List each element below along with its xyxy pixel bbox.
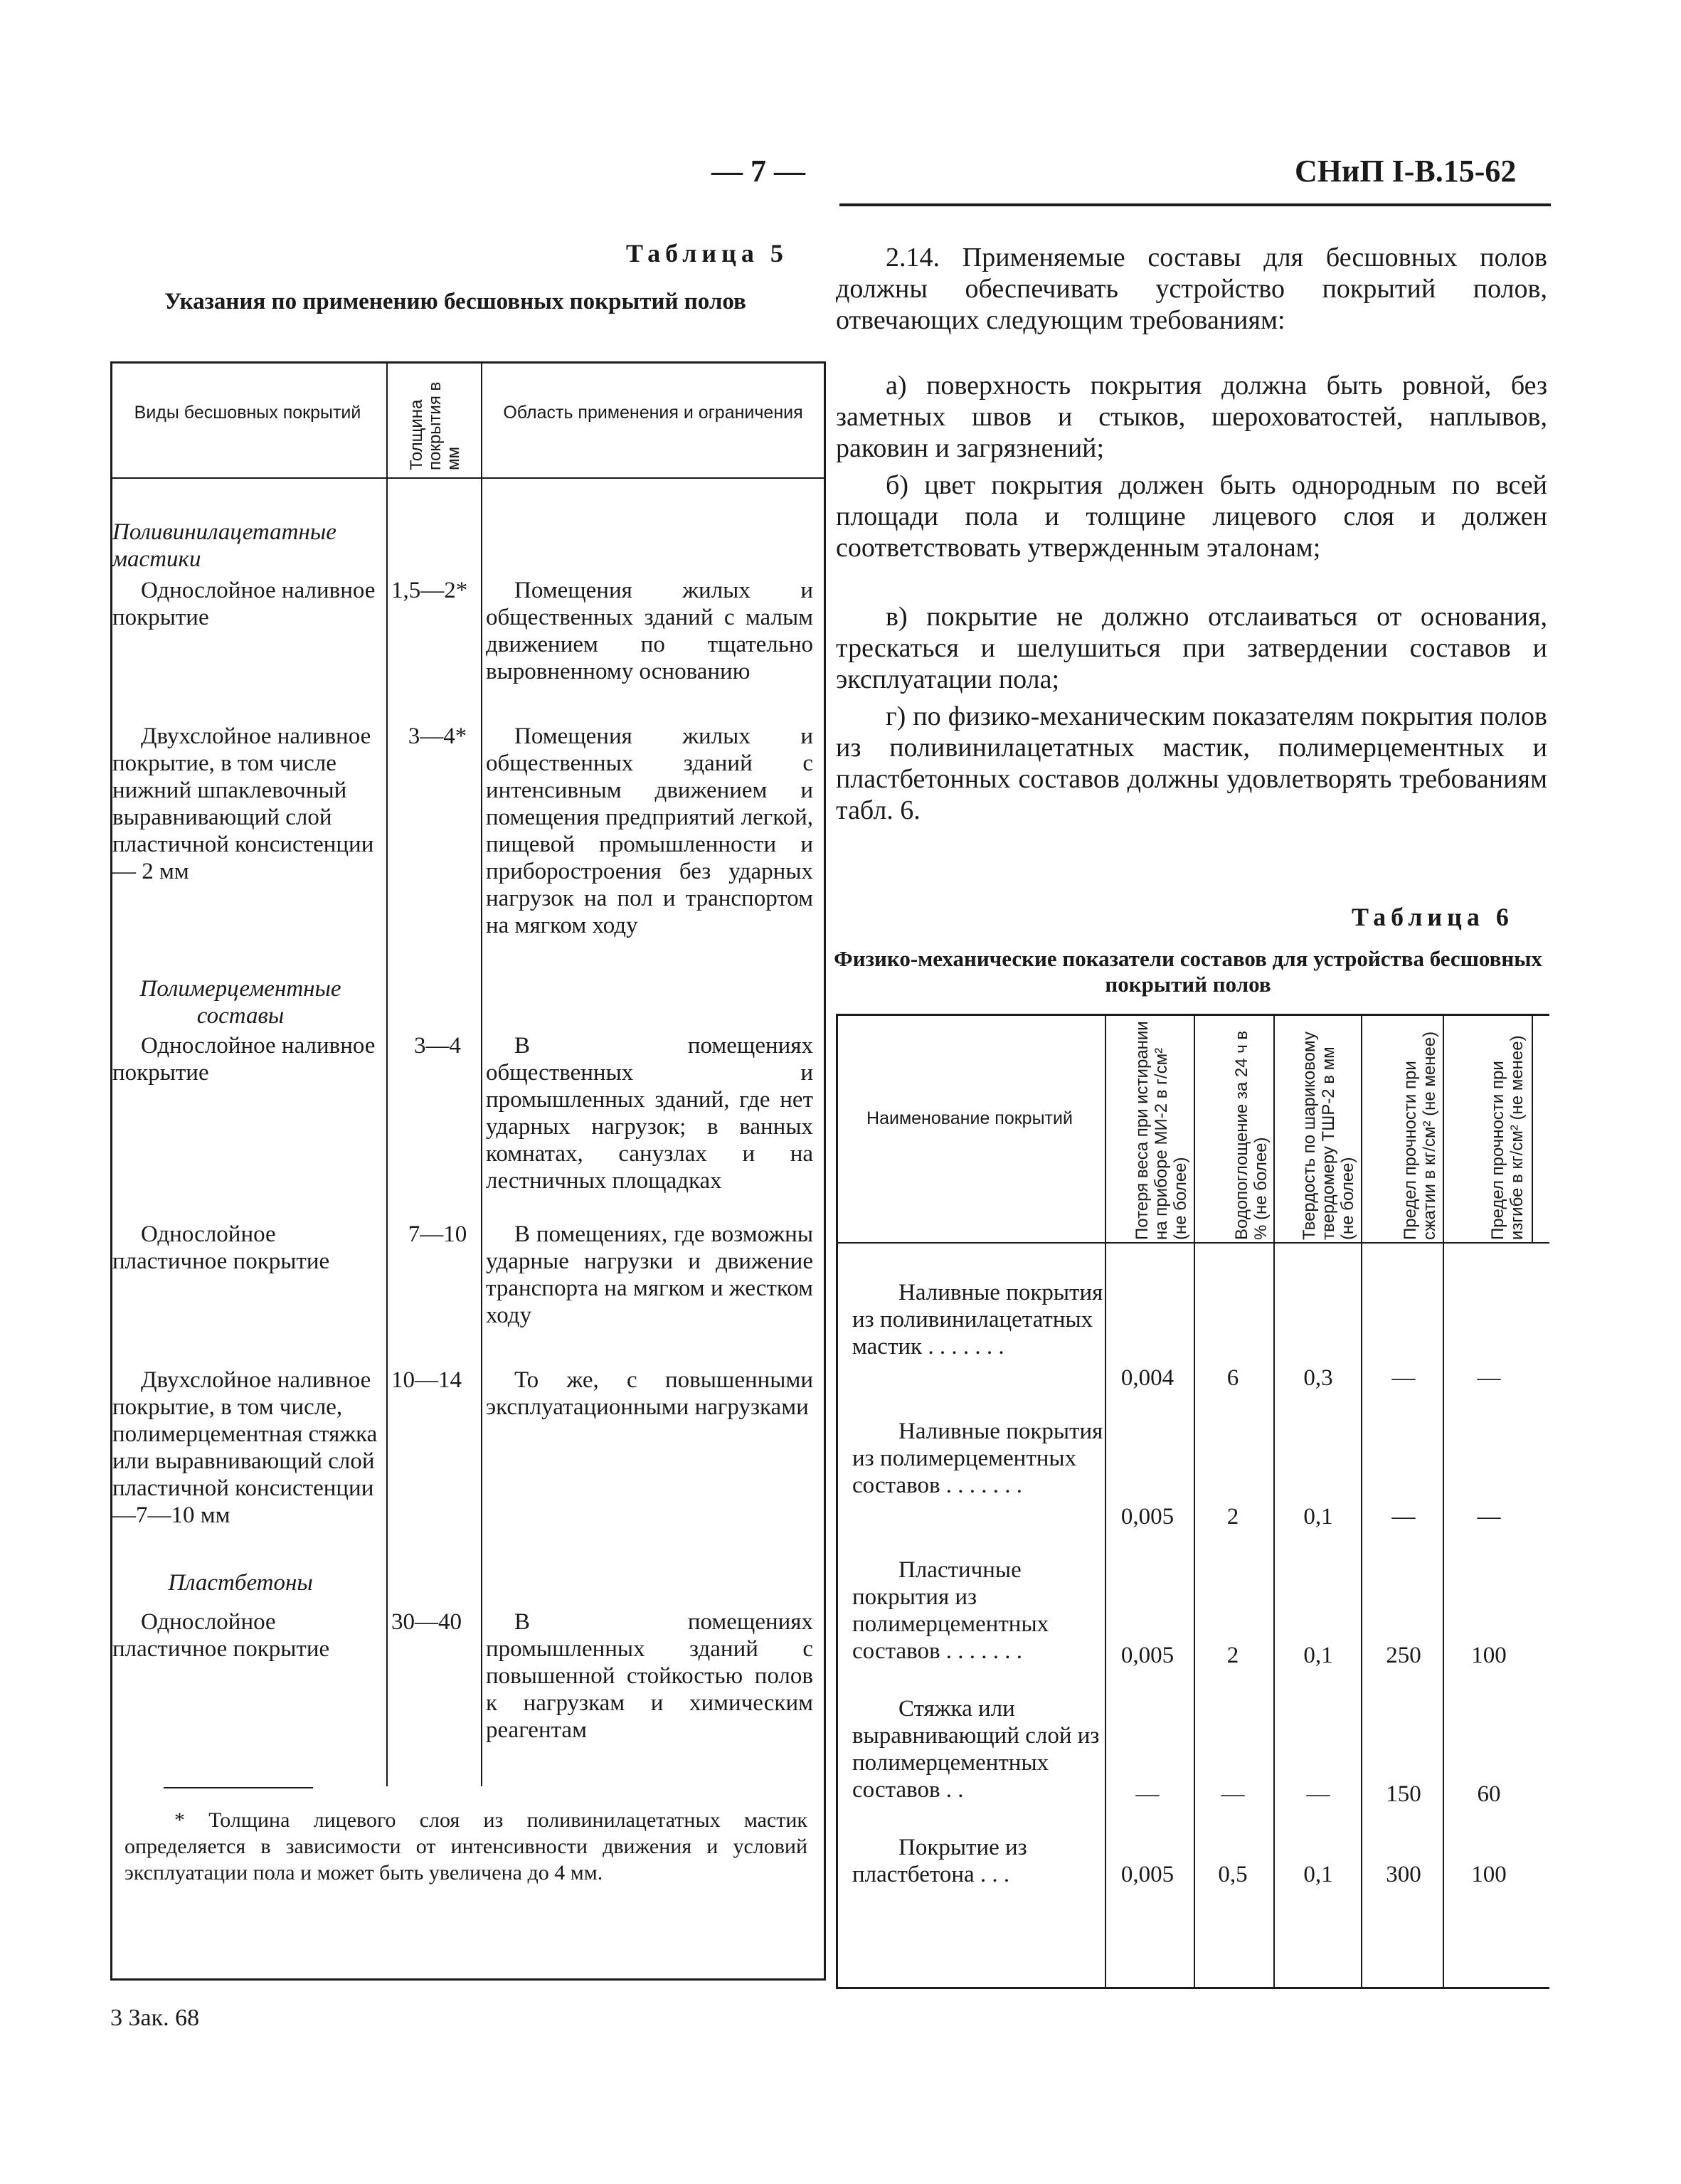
table6-name-cell: Наливные покрытия из поливинилацетатных мастик . . . . . . . (852, 1280, 1103, 1359)
table6-value-cell: 0,3 (1303, 1365, 1333, 1391)
table5-area-cell: В помещениях, где возможны ударные нагрузки и движение транспорта на мягком и жестком ходу (486, 1221, 813, 1328)
table6-value-cell: 250 (1386, 1643, 1421, 1668)
table6-header-cell: Предел прочности при сжатии в кг/см² (не менее) (1401, 1031, 1439, 1240)
table6-value-cell: 6 (1226, 1365, 1239, 1391)
table5-thickness-cell: 1,5—2* (391, 578, 468, 603)
table5-type-cell: Однослойное пластичное покрытие (112, 1609, 330, 1662)
table6-value-cell: — (1135, 1781, 1160, 1807)
table6-header-cell: Твердость по шариковому твердомеру ТШР-2 в мм (не более) (1300, 1032, 1357, 1240)
table6-value-cell: 0,005 (1120, 1862, 1174, 1887)
table6-name-cell: Наливные покрытия из полимерцементных составов . . . . . . . (852, 1419, 1103, 1498)
table6-value-cell: — (1477, 1365, 1501, 1391)
table5-type-cell: Однослойное наливное покрытие (112, 1033, 376, 1086)
table5-thickness-cell: 3—4 (414, 1033, 461, 1059)
requirement-item: г) по физико-механическим показателям покрытия полов из поливинилацетатных мастик, полимерцементных и пластбетонных составов должны удовлетворять требованиям табл. 6. (836, 701, 1547, 825)
table6-value-cell: — (1306, 1781, 1330, 1807)
header-rule (839, 203, 1551, 206)
table6-value-cell: 150 (1386, 1781, 1421, 1807)
footnote-rule (164, 1787, 313, 1788)
table5-type-cell: Двухслойное наливное покрытие, в том числе, полимерцементная стяжка или выравнивающий слой пластичной консистенции—7—10 мм (112, 1367, 378, 1528)
table6-col-divider (1273, 1016, 1275, 1987)
table5-area-cell: То же, с повышенными эксплуатационными нагрузками (486, 1367, 813, 1420)
table6-value-cell: 2 (1226, 1643, 1239, 1668)
table6-value-cell: — (1221, 1781, 1245, 1807)
document-code: СНиП I-В.15-62 (1295, 154, 1517, 189)
table5-section-title: Поливинилацетатные мастики (112, 519, 336, 572)
table6-value-cell: 0,1 (1303, 1643, 1333, 1668)
table6-value-cell: 0,005 (1120, 1643, 1174, 1668)
table5-header-type: Виды бесшовных покрытий (134, 403, 361, 423)
table5-label: Таблица 5 (626, 239, 788, 267)
table6-value-cell: 100 (1471, 1643, 1507, 1668)
requirement-item: в) покрытие не должно отслаиваться от основания, трескаться и шелушиться при затвердении составов и эксплуатации пола; (836, 602, 1547, 694)
table5-title: Указания по применению бесшовных покрытий полов (164, 289, 746, 314)
order-number: 3 Зак. 68 (110, 2005, 200, 2031)
table6-value-cell: 0,1 (1303, 1504, 1333, 1530)
table6-value-cell: — (1477, 1504, 1501, 1530)
table6-title: Физико-механические показатели составов для устройства бесшовных покрытий полов (834, 946, 1542, 997)
table5 (110, 361, 826, 1981)
table6-value-cell: 0,005 (1120, 1504, 1174, 1530)
table6-col-divider (1361, 1016, 1362, 1987)
table5-area-cell: В помещениях промышленных зданий с повышенной стойкостью полов к нагрузкам и химическим реагентам (486, 1609, 813, 1743)
table6-name-cell: Пластичные покрытия из полимерцементных составов . . . . . . . (852, 1557, 1049, 1664)
table6-header-cell: Потеря веса при истирании на приборе МИ-2 в г/см² (не более) (1133, 1021, 1190, 1240)
table5-thickness-cell: 10—14 (391, 1367, 462, 1393)
table6-header-rule (838, 1242, 1549, 1244)
table6-header-name: Наименование покрытий (866, 1108, 1073, 1128)
table6-col-divider (1194, 1016, 1195, 1987)
table5-type-cell: Однослойное пластичное покрытие (112, 1221, 330, 1274)
section-2-14-intro: 2.14. Применяемые составы для бесшовных полов должны обеспечивать устройство покрытий полов, отвечающих следующим требованиям: (836, 243, 1547, 335)
table6-header-cell: Водопоглощение за 24 ч в % (не более) (1232, 1030, 1271, 1240)
table6-value-cell: — (1391, 1504, 1416, 1530)
table5-type-cell: Однослойное наливное покрытие (112, 578, 376, 630)
requirement-item: б) цвет покрытия должен быть однородным по всей площади пола и толщине лицевого слоя и должен соответствовать утвержденным эталонам; (836, 470, 1547, 563)
requirement-item: а) поверхность покрытия должна быть ровной, без заметных швов и стыков, шероховатостей, наплывов, раковин и загрязнений; (836, 371, 1547, 463)
table6-value-cell: 0,004 (1120, 1365, 1174, 1391)
table6-header-cell: Предел прочности при изгибе в кг/см² (не менее) (1488, 1035, 1527, 1240)
table5-footnote: * Толщина лицевого слоя из поливинилацетатных мастик определяется в зависимости от интенсивности движения и условий эксплуатации пола и может быть увеличена до 4 мм. (124, 1808, 807, 1885)
table6-value-cell: 0,1 (1303, 1862, 1333, 1887)
table6-col-divider (1443, 1016, 1444, 1987)
page-number: — 7 — (711, 154, 805, 189)
table5-header-thickness: Толщина покрытия в мм (407, 381, 463, 470)
table5-area-cell: Помещения жилых и общественных зданий с малым движением по тщательно выровненному основанию (486, 578, 813, 684)
table5-area-cell: Помещения жилых и общественных зданий с интенсивным движением и помещения предприятий легкой, пищевой промышленности и приборостроения без ударных нагрузок на пол и транспортом на мягком ходу (486, 723, 813, 938)
table6-value-cell: 0,5 (1218, 1862, 1248, 1887)
table6-name-cell: Покрытие из пластбетона . . . (852, 1835, 1027, 1887)
table5-type-cell: Двухслойное наливное покрытие, в том числе нижний шпаклевочный выравнивающий слой пластичной консистенции — 2 мм (112, 723, 374, 884)
table6-value-cell: 300 (1386, 1862, 1421, 1887)
table5-thickness-cell: 7—10 (408, 1221, 467, 1247)
table5-section-title: Пластбетоны (168, 1570, 313, 1596)
table6-value-cell: 100 (1471, 1862, 1507, 1887)
table5-section-title: Полимерцементные составы (139, 976, 341, 1029)
table6-value-cell: 60 (1477, 1781, 1501, 1807)
table5-header-rule (112, 477, 824, 479)
table6-value-cell: — (1391, 1365, 1416, 1391)
table5-col-divider (386, 364, 388, 1786)
table6 (836, 1014, 1549, 1989)
table5-thickness-cell: 3—4* (408, 723, 467, 749)
table6-label: Таблица 6 (1352, 903, 1514, 931)
table6-col-divider (1532, 1016, 1533, 1244)
table5-area-cell: В помещениях общественных и промышленных зданий, где нет ударных нагрузок; в ванных комнатах, санузлах и на лестничных площадках (486, 1033, 813, 1194)
table5-thickness-cell: 30—40 (391, 1609, 462, 1635)
table6-value-cell: 2 (1226, 1504, 1239, 1530)
table6-name-cell: Стяжка или выравнивающий слой из полимерцементных составов . . (852, 1696, 1100, 1803)
table5-header-area: Область применения и ограничения (503, 403, 803, 423)
